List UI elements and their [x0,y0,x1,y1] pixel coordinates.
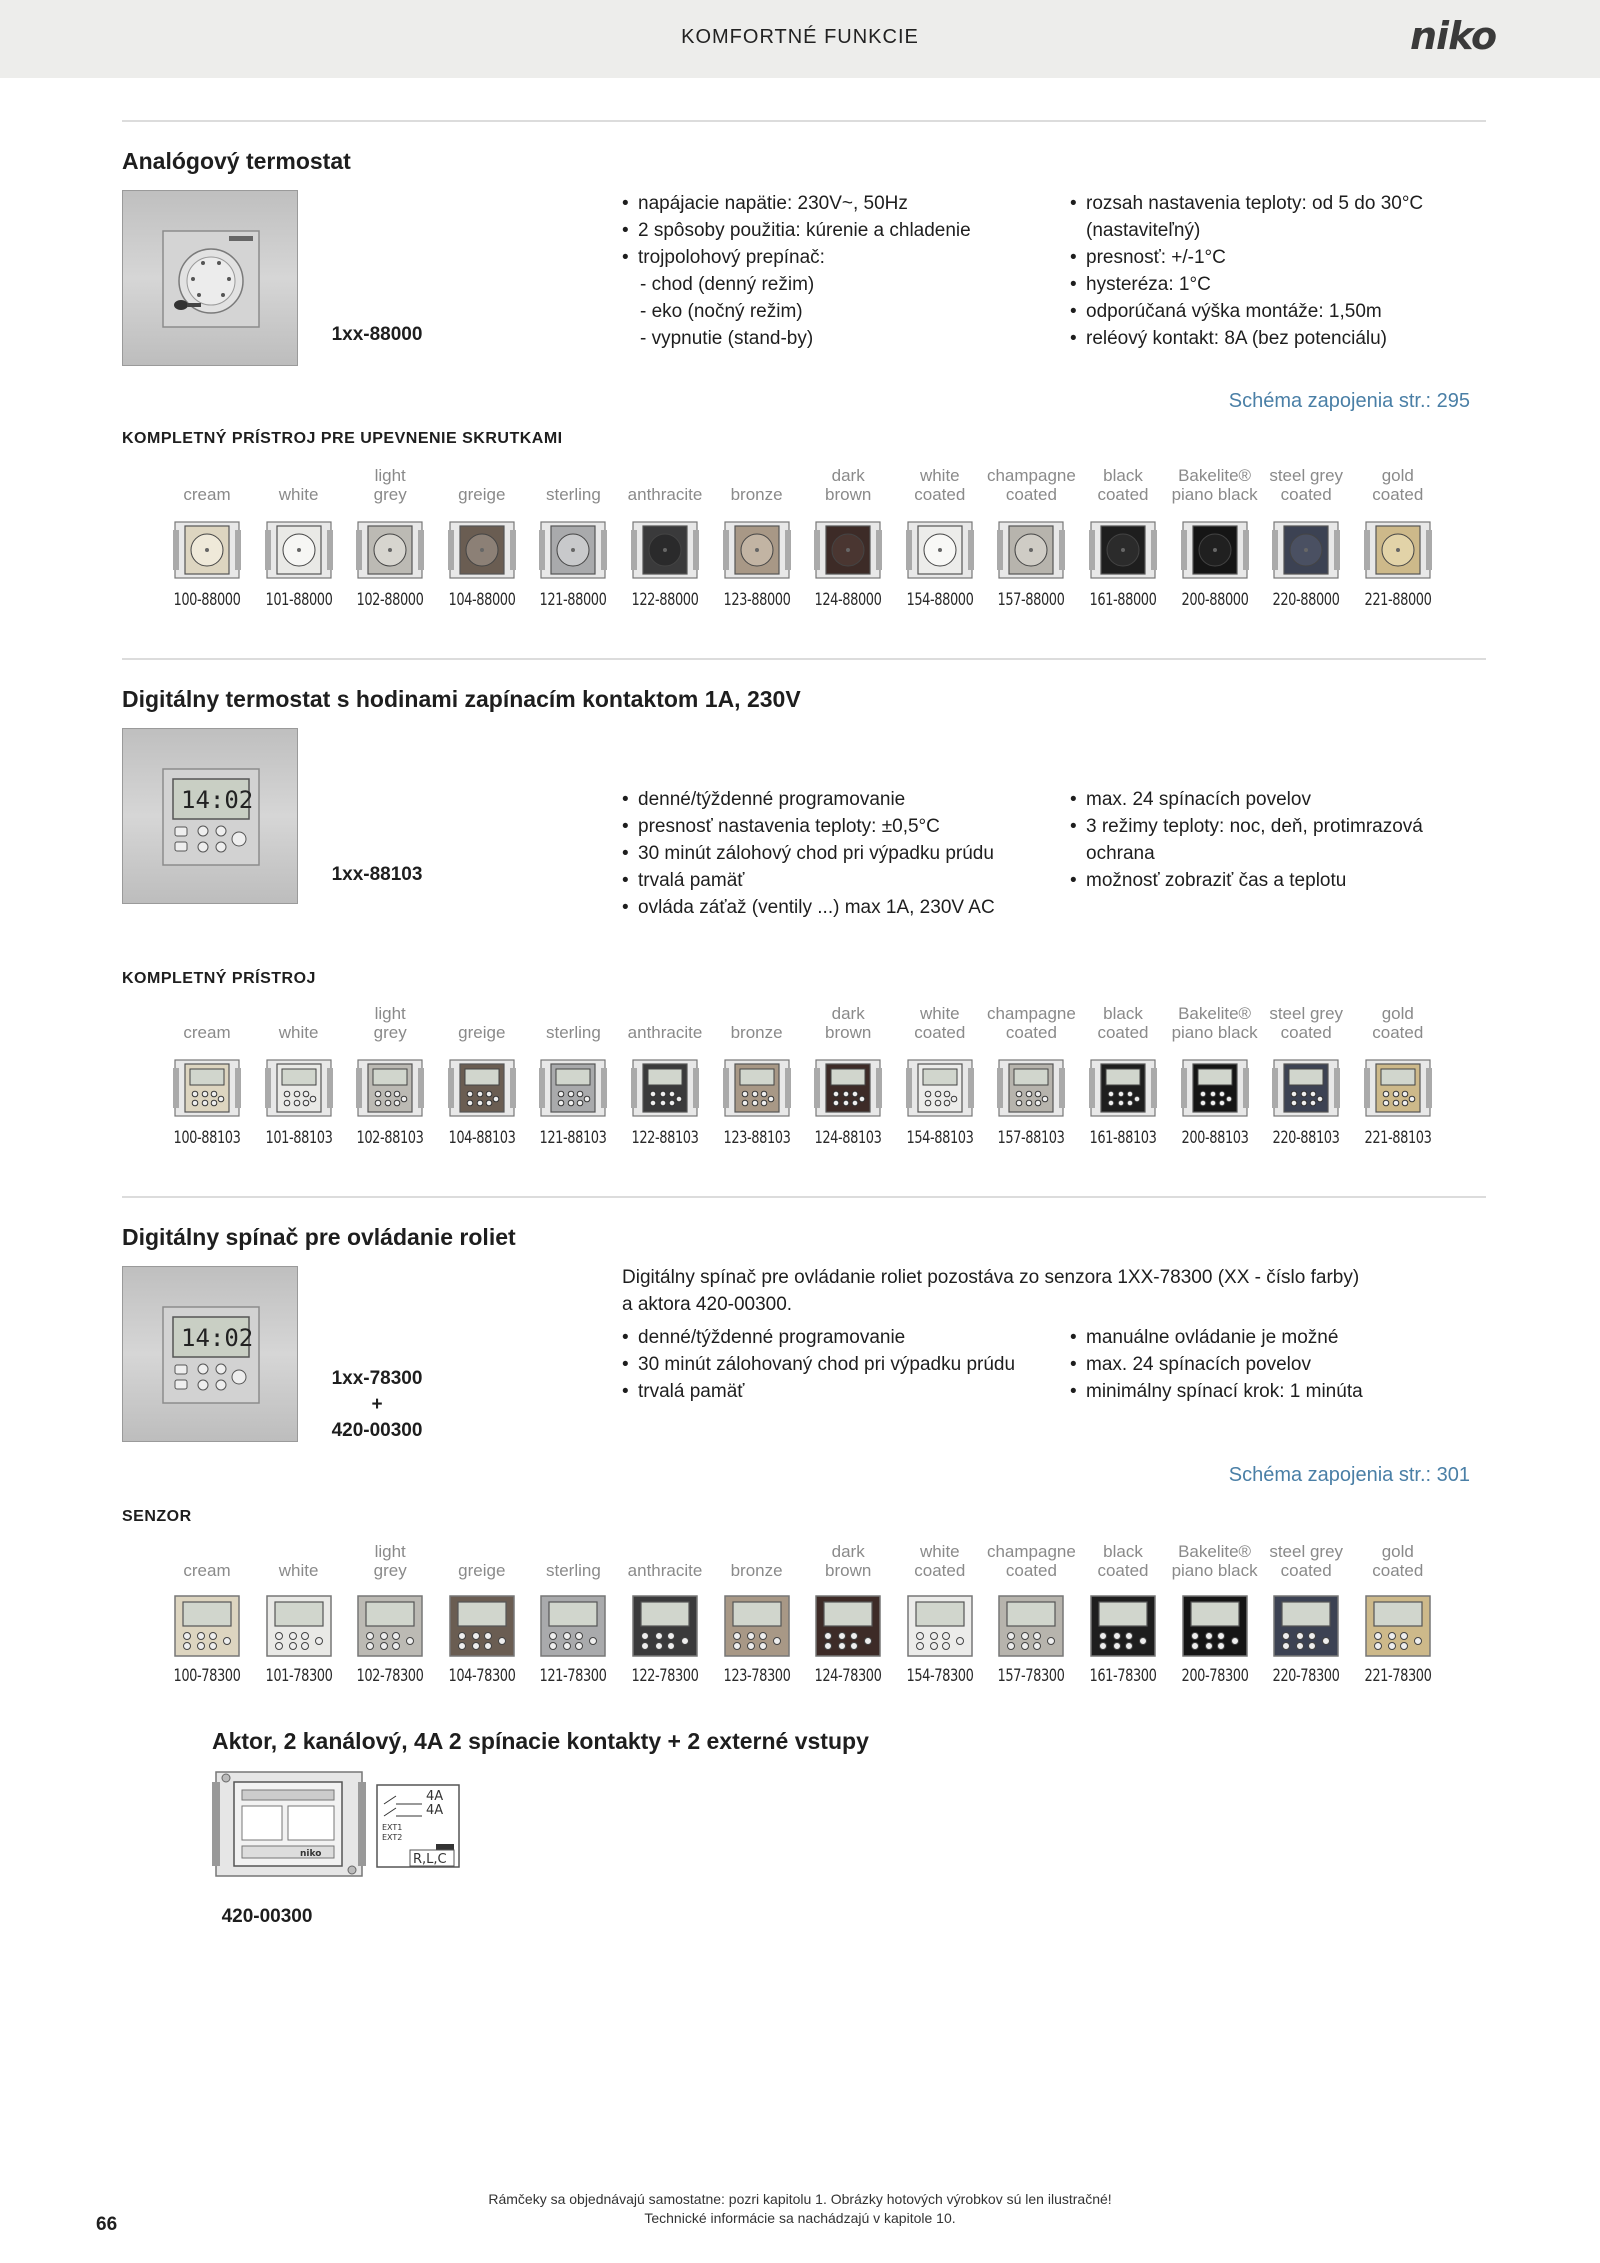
variant-code: 121-88103 [539,1128,607,1148]
color-name-line2: piano black [1171,1023,1258,1042]
color-name-line1 [251,1004,347,1023]
color-name-line1: gold [1381,1004,1414,1023]
variant-product-image [173,1594,241,1658]
variant-product-image [631,518,699,582]
variant-code: 121-88000 [539,590,607,610]
color-name-line1: black [1103,1542,1143,1561]
color-name [1167,466,1263,504]
intro-text [622,1264,1422,1318]
rlc-label: R,L,C [413,1852,447,1867]
sensor-code: 1xx-78300 [331,1368,423,1389]
color-name-line2: coated [1280,485,1332,504]
spec-item: ochrana [1086,843,1155,864]
spec-item: • denné/týždenné programovanie [622,1324,1015,1351]
variant-product-image [448,1594,516,1658]
section-title: Aktor, 2 kanálový, 4A 2 spínacie kontakty + 2 externé vstupy [212,1728,869,1754]
variant-code: 122-88103 [631,1128,699,1148]
variant-code: 102-88103 [356,1128,424,1148]
niko-mark: niko [300,1849,322,1859]
color-name-line2: bronze [730,485,783,504]
variant-product-image [448,1056,516,1120]
divider [122,1196,1486,1198]
variant-product-image [1181,518,1249,582]
color-name-line2: grey [373,1023,407,1042]
variant-code: 220-78300 [1272,1666,1340,1686]
spec-item: • manuálne ovládanie je možné [1070,1324,1363,1351]
spec-item: - chod (denný režim) [640,274,815,295]
variant-product-image [997,1056,1065,1120]
variant-code: 124-88103 [814,1128,882,1148]
variant-code: 123-88103 [723,1128,791,1148]
color-name-line2: cream [183,1561,231,1580]
color-name [525,1004,621,1042]
color-name-line2: coated [1280,1561,1332,1580]
color-name [434,1004,530,1042]
color-name-line1 [617,1004,713,1023]
color-name [892,466,988,504]
color-name-line1 [709,1004,805,1023]
variant-product-image [1272,518,1340,582]
color-name-line2: sterling [545,1023,601,1042]
color-name [709,1542,805,1580]
variant-product-image [1364,1056,1432,1120]
color-name-line2: greige [458,1561,506,1580]
spec-item: • 2 spôsoby použitia: kúrenie a chladenie [622,217,971,244]
color-name-line1: Bakelite® [1178,1004,1252,1023]
variant-code: 101-88103 [265,1128,333,1148]
variant-subheading: SENZOR [122,1508,192,1525]
product-code: 1xx-88000 [331,324,423,345]
spec-item: • presnosť nastavenia teploty: ±0,5°C [622,813,995,840]
header-title: KOMFORTNÉ FUNKCIE [681,26,919,48]
wiring-diagram-reference: Schéma zapojenia str.: 301 [1228,1464,1470,1486]
color-name [342,1542,438,1580]
variant-product-image [906,1056,974,1120]
color-name-line2: coated [914,1023,966,1042]
variant-code: 154-88103 [906,1128,974,1148]
variant-code: 200-88000 [1181,590,1249,610]
color-name-line1 [159,466,255,485]
ext2-label: EXT2 [382,1833,403,1842]
actor-module-illustration [212,1768,366,1880]
color-name-line1: dark [831,466,865,485]
color-name-line1 [617,466,713,485]
color-name [251,1004,347,1042]
variant-product-image [1089,518,1157,582]
color-name [251,1542,347,1580]
spec-list-right [1070,190,1423,352]
color-name-line2: grey [373,485,407,504]
color-name-line1 [525,1542,621,1561]
color-name-line2: piano black [1171,1561,1258,1580]
color-name [342,466,438,504]
color-name-line2: sterling [545,1561,601,1580]
color-name-line1: steel grey [1269,466,1344,485]
color-name [617,466,713,504]
variant-code: 161-88000 [1089,590,1157,610]
color-name [892,1542,988,1580]
variant-code: 157-78300 [997,1666,1065,1686]
section-title: Digitálny termostat s hodinami zapínacím kontaktom 1A, 230V [122,686,801,712]
spec-list-left [622,786,995,921]
color-name [1258,1004,1354,1042]
color-name [1075,466,1171,504]
variant-code: 221-88000 [1364,590,1432,610]
color-name [1350,466,1446,504]
spec-list-right [1070,1324,1363,1405]
color-name-line1 [159,1542,255,1561]
variant-product-image [265,1594,333,1658]
spec-item: - vypnutie (stand-by) [640,328,814,349]
spec-list-left [622,190,971,352]
variant-code: 154-78300 [906,1666,974,1686]
color-name-line2: greige [458,1023,506,1042]
spec-item: • presnosť: +/-1°C [1070,244,1423,271]
variant-code: 123-88000 [723,590,791,610]
digital-thermostat-illustration [123,729,299,905]
variant-product-image [448,518,516,582]
spec-item: • max. 24 spínacích povelov [1070,1351,1363,1378]
color-name [1075,1542,1171,1580]
variant-code: 157-88103 [997,1128,1065,1148]
color-name [617,1004,713,1042]
color-name-line1: light [374,1004,406,1023]
section-title: Analógový termostat [122,148,351,174]
spec-item: - eko (nočný režim) [640,301,803,322]
variant-product-image [356,1056,424,1120]
variant-product-image [1089,1056,1157,1120]
color-name [709,1004,805,1042]
color-name-line1: black [1103,466,1143,485]
actor-code: 420-00300 [331,1420,423,1441]
color-name [1258,1542,1354,1580]
color-name [159,1542,255,1580]
variant-code: 221-88103 [1364,1128,1432,1148]
variant-code: 101-78300 [265,1666,333,1686]
color-name-line1 [617,1542,713,1561]
spec-item: (nastaviteľný) [1086,220,1201,241]
variant-product-image [906,1594,974,1658]
color-name-line2: coated [1280,1023,1332,1042]
variant-code: 121-78300 [539,1666,607,1686]
spec-item: • ovláda záťaž (ventily ...) max 1A, 230V AC [622,894,995,921]
color-name [800,466,896,504]
load-4a-1: 4A [426,1789,444,1804]
color-name [1350,1004,1446,1042]
variant-product-image [1272,1056,1340,1120]
variant-product-image [1181,1594,1249,1658]
color-name-line1: light [374,466,406,485]
color-name-line2: anthracite [627,1561,703,1580]
color-name [159,1004,255,1042]
spec-item: • rozsah nastavenia teploty: od 5 do 30°C [1070,190,1423,217]
color-name-line1 [434,1542,530,1561]
color-name-line1: black [1103,1004,1143,1023]
variant-code: 100-88103 [173,1128,241,1148]
variant-code: 200-78300 [1181,1666,1249,1686]
niko-logo: niko [1410,14,1497,58]
spec-item: • odporúčaná výška montáže: 1,50m [1070,298,1423,325]
variant-code: 221-78300 [1364,1666,1432,1686]
spec-item: • 30 minút zálohový chod pri výpadku prúdu [622,840,995,867]
color-name-line1 [434,1004,530,1023]
color-name-line2: coated [1097,1023,1149,1042]
color-name-line1: white [919,1542,960,1561]
color-name [983,466,1079,504]
variant-subheading: KOMPLETNÝ PRÍSTROJ [122,970,316,987]
page-number: 66 [96,2214,118,2235]
intro-line: Digitálny spínač pre ovládanie roliet pozostáva zo senzora 1XX-78300 (XX - číslo farby) [622,1267,1360,1288]
variant-subheading: KOMPLETNÝ PRÍSTROJ PRE UPEVNENIE SKRUTKAMI [122,430,563,447]
spec-item: • možnosť zobraziť čas a teplotu [1070,867,1423,894]
variant-code: 122-88000 [631,590,699,610]
color-name-line1: dark [831,1542,865,1561]
color-name-line2: piano black [1171,485,1258,504]
intro-line: a aktora 420-00300. [622,1294,793,1315]
variant-product-image [539,518,607,582]
color-name [434,1542,530,1580]
color-name-line2: sterling [545,485,601,504]
color-name-line2: anthracite [627,1023,703,1042]
color-name [525,466,621,504]
variant-code: 104-88000 [448,590,516,610]
color-name-line2: white [278,1561,319,1580]
product-code: 1xx-88103 [331,864,423,885]
lcd-time: 14:02 [181,1324,254,1352]
color-name-line2: cream [183,485,231,504]
actor-symbol-diagram [376,1784,460,1868]
variant-product-image [173,518,241,582]
variant-code: 123-78300 [723,1666,791,1686]
color-name-line2: coated [1097,485,1149,504]
color-name-line2: coated [1005,1023,1057,1042]
color-name [983,1004,1079,1042]
color-name-line1: gold [1381,1542,1414,1561]
footer-note: Technické informácie sa nachádzajú v kapitole 10. [644,2210,956,2226]
variant-code: 122-78300 [631,1666,699,1686]
variant-code: 154-88000 [906,590,974,610]
color-name-line1: Bakelite® [1178,1542,1252,1561]
product-code: 420-00300 [221,1906,313,1927]
divider [122,120,1486,122]
variant-product-image [1181,1056,1249,1120]
variant-product-image [265,1056,333,1120]
spec-item: • denné/týždenné programovanie [622,786,995,813]
color-name [251,466,347,504]
color-name-line1 [709,1542,805,1561]
variant-product-image [631,1056,699,1120]
variant-product-image [814,1056,882,1120]
page-footer [0,2190,1600,2228]
color-name [983,1542,1079,1580]
color-name-line2: anthracite [627,485,703,504]
footer-note: Rámčeky sa objednávajú samostatne: pozri kapitolu 1. Obrázky hotových výrobkov sú len ilustračné! [488,2191,1112,2207]
variant-product-image [173,1056,241,1120]
color-name-line2: bronze [730,1023,783,1042]
color-name-line1: light [374,1542,406,1561]
color-name-line1: dark [831,1004,865,1023]
variant-product-image [814,1594,882,1658]
product-image-digital-thermostat [122,728,298,904]
variant-code: 220-88000 [1272,590,1340,610]
variant-code: 124-88000 [814,590,882,610]
variant-product-image [356,518,424,582]
color-name-line1 [251,1542,347,1561]
variant-code: 161-78300 [1089,1666,1157,1686]
color-name-line1: steel grey [1269,1004,1344,1023]
variant-product-image [723,1594,791,1658]
color-name-line1 [434,466,530,485]
code-plus: + [371,1394,383,1415]
spec-item: • reléový kontakt: 8A (bez potenciálu) [1070,325,1423,352]
color-name-line2: brown [825,1023,872,1042]
color-name-line1 [251,466,347,485]
variant-product-image [1089,1594,1157,1658]
variant-product-image [1364,518,1432,582]
variant-code: 157-88000 [997,590,1065,610]
color-name-line2: grey [373,1561,407,1580]
color-name [709,466,805,504]
spec-item: • trvalá pamäť [622,867,995,894]
variant-product-image [631,1594,699,1658]
color-name-line1 [159,1004,255,1023]
variant-product-image [265,518,333,582]
color-name-line1: white [919,466,960,485]
color-name [1167,1542,1263,1580]
color-name-line2: brown [825,1561,872,1580]
color-name-line1 [709,466,805,485]
wiring-diagram-reference: Schéma zapojenia str.: 295 [1228,390,1470,412]
color-name [1075,1004,1171,1042]
color-name-line2: cream [183,1023,231,1042]
color-name-line2: coated [1372,485,1424,504]
variant-code: 100-88000 [173,590,241,610]
color-name-line1: gold [1381,466,1414,485]
product-image-blind-switch [122,1266,298,1442]
page-header [0,0,1600,78]
color-name-line1 [525,1004,621,1023]
spec-list-left [622,1324,1015,1405]
variant-code: 100-78300 [173,1666,241,1686]
variant-product-image [814,518,882,582]
color-name [617,1542,713,1580]
color-name [342,1004,438,1042]
variant-product-image [997,518,1065,582]
variant-code: 104-88103 [448,1128,516,1148]
color-name [1167,1004,1263,1042]
product-image-analog-thermostat [122,190,298,366]
variant-product-image [1272,1594,1340,1658]
variant-code: 161-88103 [1089,1128,1157,1148]
color-name-line1: steel grey [1269,1542,1344,1561]
color-name [525,1542,621,1580]
color-name-line2: coated [1005,485,1057,504]
product-code [300,1366,454,1444]
spec-item: • max. 24 spínacích povelov [1070,786,1423,813]
variant-code: 104-78300 [448,1666,516,1686]
color-name-line1 [525,466,621,485]
spec-item: • minimálny spínací krok: 1 minúta [1070,1378,1363,1405]
color-name-line2: white [278,485,319,504]
color-name-line1: champagne [986,466,1076,485]
color-name-line2: coated [1372,1023,1424,1042]
color-name [159,466,255,504]
color-name-line1: Bakelite® [1178,466,1252,485]
variant-product-image [906,518,974,582]
variant-code: 220-88103 [1272,1128,1340,1148]
spec-item: • napájacie napätie: 230V~, 50Hz [622,190,971,217]
variant-product-image [1364,1594,1432,1658]
color-name-line2: coated [914,1561,966,1580]
variant-product-image [356,1594,424,1658]
spec-item: • trojpolohový prepínač: [622,244,971,271]
spec-item: • trvalá pamäť [622,1378,1015,1405]
divider [122,658,1486,660]
spec-item: • 30 minút zálohovaný chod pri výpadku prúdu [622,1351,1015,1378]
color-name [1350,1542,1446,1580]
color-name-line1: champagne [986,1004,1076,1023]
color-name-line2: coated [1097,1561,1149,1580]
color-name [892,1004,988,1042]
variant-code: 200-88103 [1181,1128,1249,1148]
spec-list-right [1070,786,1423,894]
lcd-time: 14:02 [181,786,254,814]
color-name-line2: coated [1005,1561,1057,1580]
color-name-line2: coated [1372,1561,1424,1580]
variant-code: 101-88000 [265,590,333,610]
color-name-line2: brown [825,485,872,504]
color-name-line2: greige [458,485,506,504]
ext1-label: EXT1 [382,1823,403,1832]
analog-thermostat-illustration [123,191,299,367]
color-name-line2: bronze [730,1561,783,1580]
section-title: Digitálny spínač pre ovládanie roliet [122,1224,516,1250]
variant-code: 124-78300 [814,1666,882,1686]
spec-item: • hysteréza: 1°C [1070,271,1423,298]
load-4a-2: 4A [426,1803,444,1818]
variant-product-image [997,1594,1065,1658]
color-name [1258,466,1354,504]
variant-product-image [539,1056,607,1120]
variant-code: 102-88000 [356,590,424,610]
variant-code: 102-78300 [356,1666,424,1686]
variant-product-image [723,1056,791,1120]
blind-switch-illustration [123,1267,299,1443]
variant-product-image [539,1594,607,1658]
color-name-line2: white [278,1023,319,1042]
color-name-line1: white [919,1004,960,1023]
color-name [434,466,530,504]
color-name [800,1542,896,1580]
variant-product-image [723,518,791,582]
color-name-line1: champagne [986,1542,1076,1561]
color-name-line2: coated [914,485,966,504]
spec-item: • 3 režimy teploty: noc, deň, protimrazová [1070,813,1423,840]
color-name [800,1004,896,1042]
